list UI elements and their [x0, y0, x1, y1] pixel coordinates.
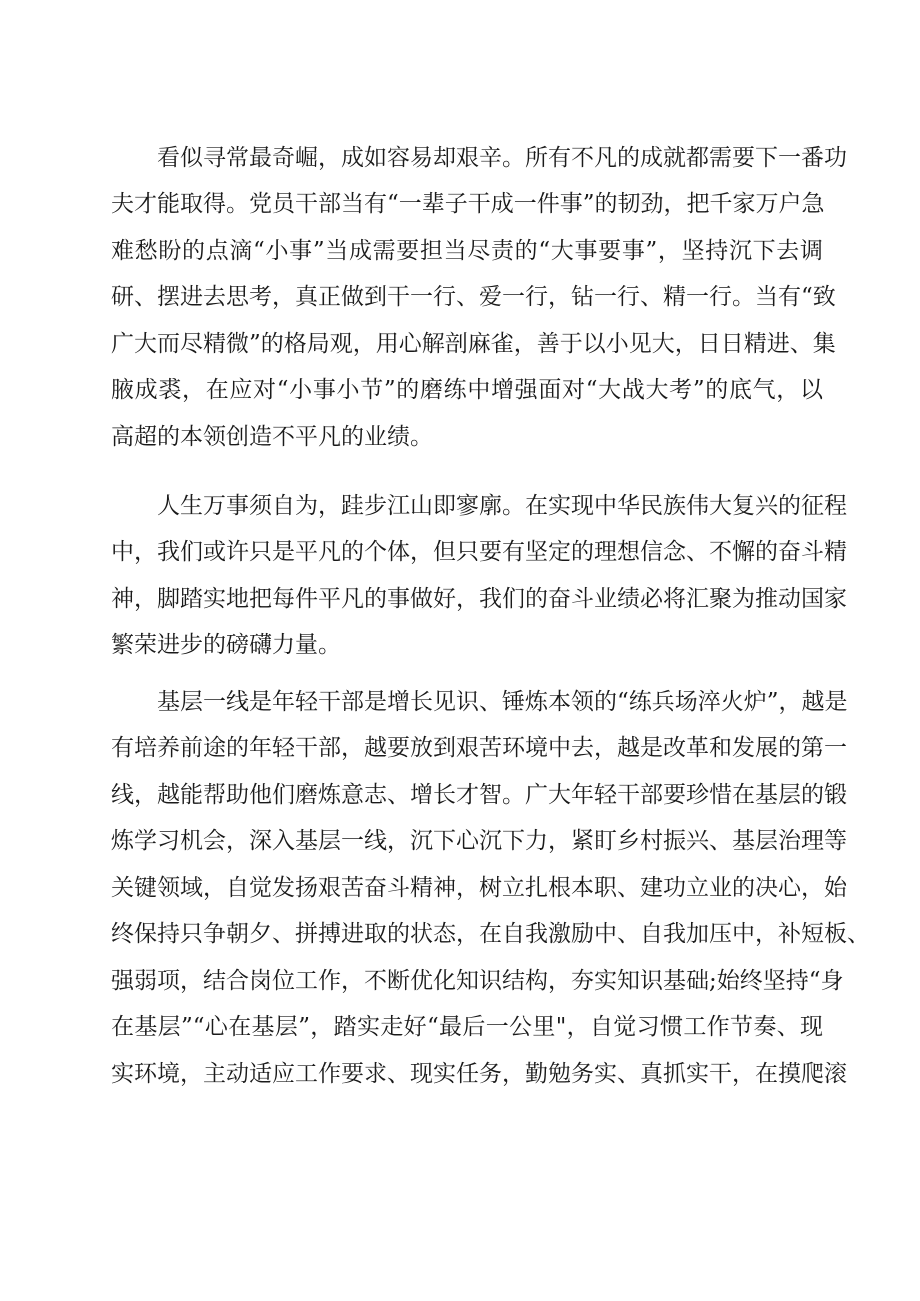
paragraph-1-line-7: 高超的本领创造不平凡的业绩。 [111, 424, 433, 450]
paragraph-3-line-6: 终保持只争朝夕、拼搏进取的状态，在自我激励中、自我加压中，补短板、 [111, 921, 870, 947]
paragraph-1-line-5: 广大而尽精微”的格局观，用心解剖麻雀，善于以小见大，日日精进、集 [111, 331, 836, 357]
paragraph-3-line-1: 基层一线是年轻干部是增长见识、锤炼本领的“练兵场淬火炉”，越是 [157, 689, 848, 715]
paragraph-3-line-7: 强弱项，结合岗位工作，不断优化知识结构，夯实知识基础;始终坚持“身 [111, 968, 844, 994]
paragraph-2-line-3: 神，脚踏实地把每件平凡的事做好，我们的奋斗业绩必将汇聚为推动国家 [111, 586, 847, 612]
paragraph-2-line-4: 繁荣进步的磅礴力量。 [111, 632, 341, 658]
paragraph-3-line-9: 实环境，主动适应工作要求、现实任务，勤勉务实、真抓实干，在摸爬滚 [111, 1061, 847, 1087]
paragraph-1-line-4: 研、摆进去思考，真正做到干一行、爱一行，钻一行、精一行。当有“致 [111, 284, 836, 310]
paragraph-1-line-2: 夫才能取得。党员干部当有“一辈子干成一件事”的韧劲，把千家万户急 [111, 191, 825, 217]
paragraph-1-line-3: 难愁盼的点滴“小事”当成需要担当尽责的“大事要事”，坚持沉下去调 [111, 238, 823, 264]
paragraph-1-line-1: 看似寻常最奇崛，成如容易却艰辛。所有不凡的成就都需要下一番功 [157, 145, 847, 171]
paragraph-2-line-1: 人生万事须自为，跬步江山即寥廓。在实现中华民族伟大复兴的征程 [157, 493, 847, 519]
paragraph-3-line-8: 在基层”“心在基层”，踏实走好“最后一公里"，自觉习惯工作节奏、现 [111, 1014, 823, 1040]
paragraph-3-line-2: 有培养前途的年轻干部，越要放到艰苦环境中去，越是改革和发展的第一 [111, 735, 847, 761]
paragraph-3-line-3: 线，越能帮助他们磨炼意志、增长才智。广大年轻干部要珍惜在基层的锻 [111, 782, 847, 808]
paragraph-3-line-4: 炼学习机会，深入基层一线，沉下心沉下力，紧盯乡村振兴、基层治理等 [111, 828, 847, 854]
paragraph-1-line-6: 腋成裘，在应对“小事小节”的磨练中增强面对“大战大考”的底气，以 [111, 377, 823, 403]
paragraph-3-line-5: 关键领域，自觉发扬艰苦奋斗精神，树立扎根本职、建功立业的决心，始 [111, 875, 847, 901]
paragraph-2-line-2: 中，我们或许只是平凡的个体，但只要有坚定的理想信念、不懈的奋斗精 [111, 539, 847, 565]
